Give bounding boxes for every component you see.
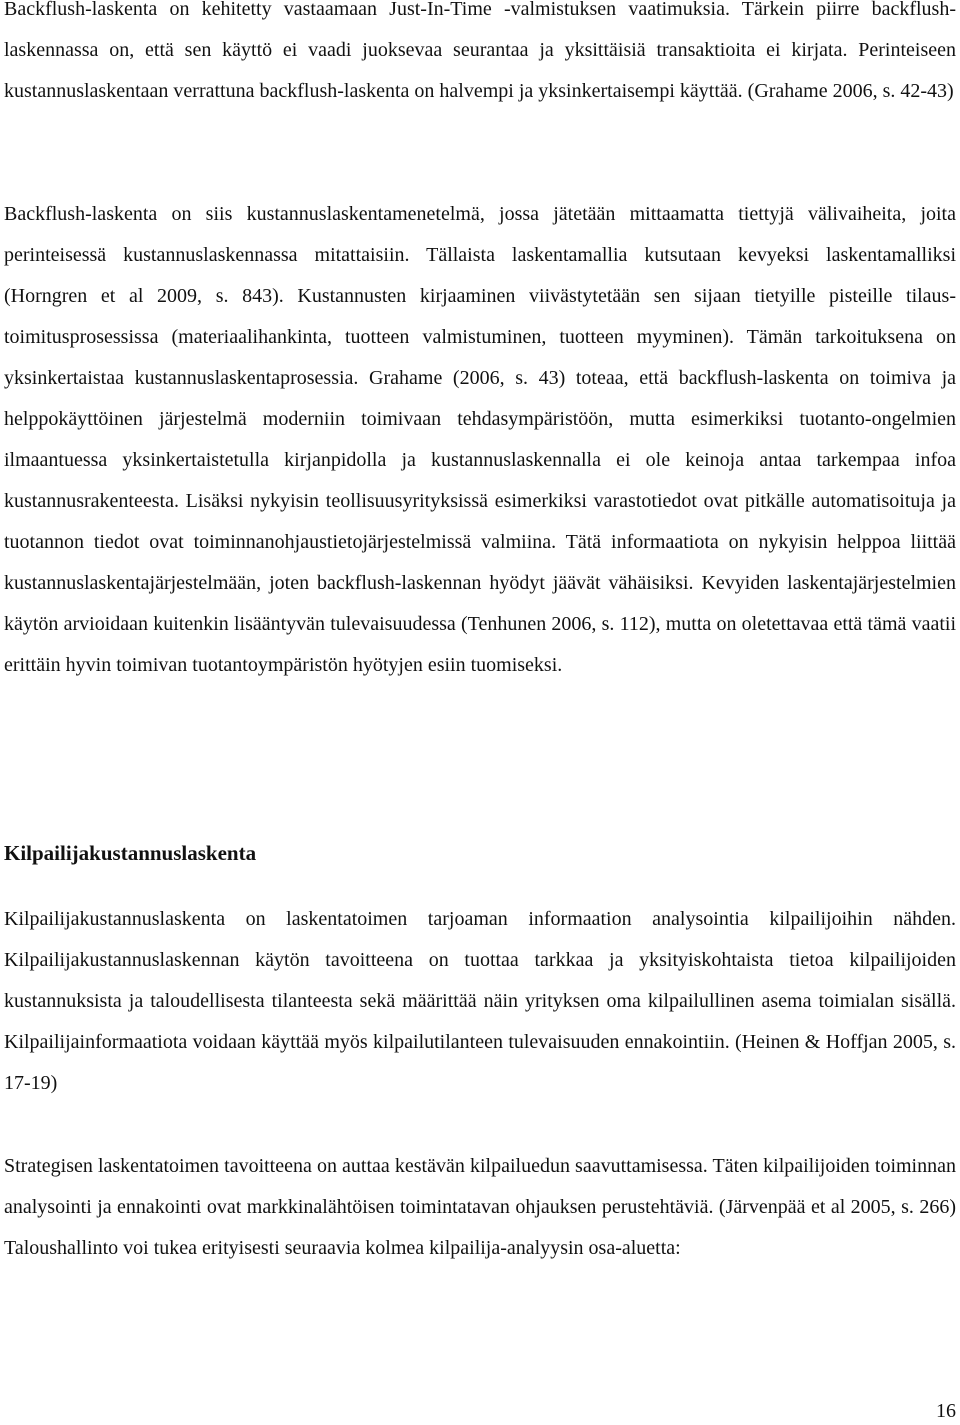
paragraph-strategic-accounting: Strategisen laskentatoimen tavoitteena on auttaa kestävän kilpailuedun saavuttamisessa. Täten kilpailijoiden toiminnan analysointi ja ennakointi ovat markkinalähtöisen toimintatavan ohjauksen perustehtäviä. (Järvenpää et al 2005, s. 266) Taloushallinto voi tukea erityisesti seuraavia kolmea kilpailija-analyysin osa-aluetta: [4,1155,956,1259]
page-number: 16 [936,1400,956,1422]
paragraph-backflush-details: Backflush-laskenta on siis kustannuslaskentamenetelmä, jossa jätetään mittaamatta tiettyjä välivaiheita, joita perinteisessä kustannuslaskennassa mitattaisiin. Tällaista laskentamallia kutsutaan kevyeksi laskentamalliksi (Horngren et al 2009, s. 843). Kustannusten kirjaaminen viivästytetään sen sijaan tietyille pisteille tilaus-toimitusprosessissa (materiaalihankinta, tuotteen valmistuminen, tuotteen myyminen). Tämän tarkoituksena on yksinkertaistaa kustannuslaskentaprosessia. Grahame (2006, s. 43) toteaa, että backflush-laskenta on toimiva ja helppokäyttöinen järjestelmä moderniin toimivaan tehdasympäristöön, mutta esimerkiksi tuotanto-ongelmien ilmaantuessa yksinkertaistetulla kirjanpidolla ja kustannuslaskennalla ei ole keinoja antaa tarkempaa infoa kustannusrakenteesta. Lisäksi nykyisin teollisuusyrityksissä esimerkiksi varastotiedot ovat pitkälle automatisoituja ja tuotannon tiedot ovat toiminnanohjaustietojärjestelmissä valmiina. Tätä informaatiota on nykyisin helppoa liittää kustannuslaskentajärjestelmään, joten backflush-laskennan hyödyt jäävät vähäisiksi. Kevyiden laskentajärjestelmien käytön arvioidaan kuitenkin lisääntyvän tulevaisuudessa (Tenhunen 2006, s. 112), mutta on oletettavaa että tämä vaatii erittäin hyvin toimivan tuotantoympäristön hyötyjen esiin tuomiseksi. [4,203,956,676]
section-heading: Kilpailijakustannuslaskenta [4,841,257,865]
paragraph-backflush-intro: Backflush-laskenta on kehitetty vastaamaan Just-In-Time -valmistuksen vaatimuksia. Tärkein piirre backflush-laskennassa on, että sen käyttö ei vaadi juoksevaa seurantaa ja yksittäisiä transaktioita ei kirjata. Perinteiseen kustannuslaskentaan verrattuna backflush-laskenta on halvempi ja yksinkertaisempi käyttää. (Grahame 2006, s. 42-43) [4,0,956,102]
paragraph-competitor-costing: Kilpailijakustannuslaskenta on laskentatoimen tarjoaman informaation analysointia kilpailijoihin nähden. Kilpailijakustannuslaskennan käytön tavoitteena on tuottaa tarkkaa ja yksityiskohtaista tietoa kilpailijoiden kustannuksista ja taloudellisesta tilanteesta sekä määrittää näin yrityksen oma kilpailullinen asema toimialan sisällä. Kilpailijainformaatiota voidaan käyttää myös kilpailutilanteen tulevaisuuden ennakointiin. (Heinen & Hoffjan 2005, s. 17-19) [4,908,956,1094]
